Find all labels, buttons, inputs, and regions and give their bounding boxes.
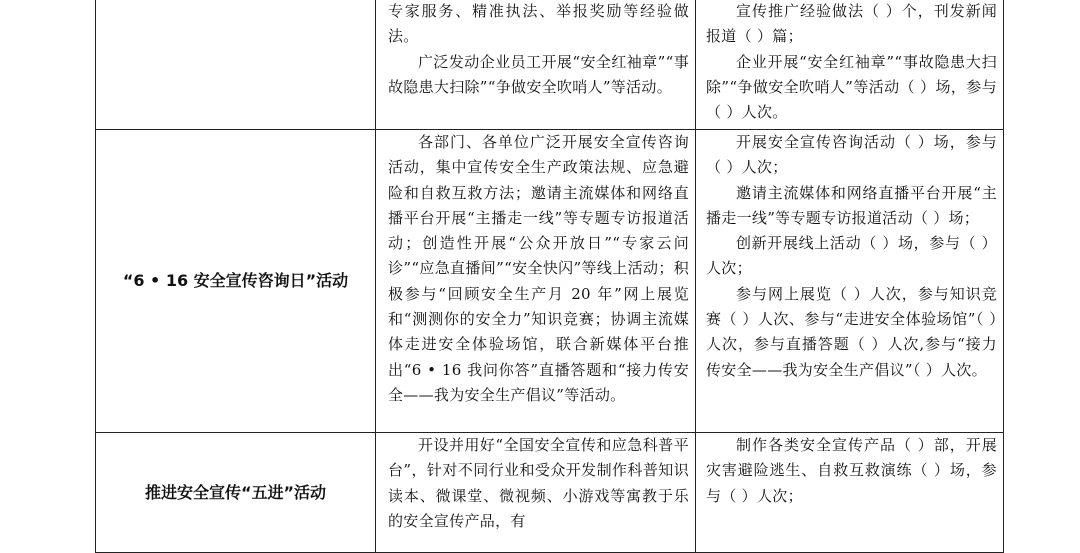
target-cell bbox=[696, 0, 1004, 130]
target-paragraph: 创新开展线上活动（ ）场，参与（ ）人次； bbox=[706, 234, 997, 278]
content-cell bbox=[376, 130, 696, 433]
content-paragraph: 开设并用好“全国安全宣传和应急科普平台”，针对不同行业和受众开发制作科普知识读本、微课堂、微视频、小游戏等寓教于乐的安全宣传产品，有 bbox=[388, 436, 689, 530]
content-paragraph: 广泛发动企业员工开展“安全红袖章”“事故隐患大扫除”“争做安全吹哨人”等活动。 bbox=[388, 52, 689, 96]
table-row bbox=[96, 130, 1004, 433]
content-paragraph: 专家服务、精准执法、举报奖励等经验做法。 bbox=[388, 2, 689, 46]
content-cell bbox=[376, 0, 696, 130]
target-paragraph: 宣传推广经验做法（ ）个，刊发新闻报道（ ）篇； bbox=[706, 2, 997, 46]
target-cell bbox=[696, 130, 1004, 433]
table-row bbox=[96, 433, 1004, 553]
activity-table bbox=[95, 0, 1004, 553]
table-row bbox=[96, 0, 1004, 130]
activity-name-cell bbox=[96, 0, 376, 130]
target-paragraph: 企业开展“安全红袖章”“事故隐患大扫除”“争做安全吹哨人”等活动（ ）场，参与（ ）人次。 bbox=[706, 52, 997, 122]
activity-name-cell: “6 • 16 安全宣传咨询日”活动 bbox=[96, 130, 376, 433]
target-paragraph: 邀请主流媒体和网络直播平台开展“主播走一线”等专题专访报道活动（ ）场； bbox=[706, 183, 997, 227]
content-paragraph: 各部门、各单位广泛开展安全宣传咨询活动，集中宣传安全生产政策法规、应急避险和自救互救方法；邀请主流媒体和网络直播平台开展“主播走一线”等专题专访报道活动；创造性开展“公众开放日”“专家云问诊”“应急直播间”“安全快闪”等线上活动；积极参与“回顾安全生产月 20 年”网上展览和“测测你的安全力”知识竞赛；协调主流媒体走进安全体验场馆，联合新媒体平台推出“6 • 16 我问你答”直播答题和“接力传安全——我为安全生产倡议”等活动。 bbox=[388, 133, 689, 404]
activity-name-cell: 推进安全宣传“五进”活动 bbox=[96, 433, 376, 553]
target-paragraph: 开展安全宣传咨询活动（ ）场，参与（ ）人次； bbox=[706, 133, 997, 177]
content-cell bbox=[376, 433, 696, 553]
target-cell bbox=[696, 433, 1004, 553]
target-paragraph: 参与网上展览（ ）人次，参与知识竞赛（ ）人次、参与“走进安全体验场馆”（ ）人次，参与直播答题（ ）人次,参与“接力传安全——我为安全生产倡议”（ ）人次。 bbox=[706, 284, 997, 379]
target-paragraph: 制作各类安全宣传产品（ ）部，开展灾害避险逃生、自救互救演练（ ）场，参与（ ）人次； bbox=[706, 436, 997, 505]
